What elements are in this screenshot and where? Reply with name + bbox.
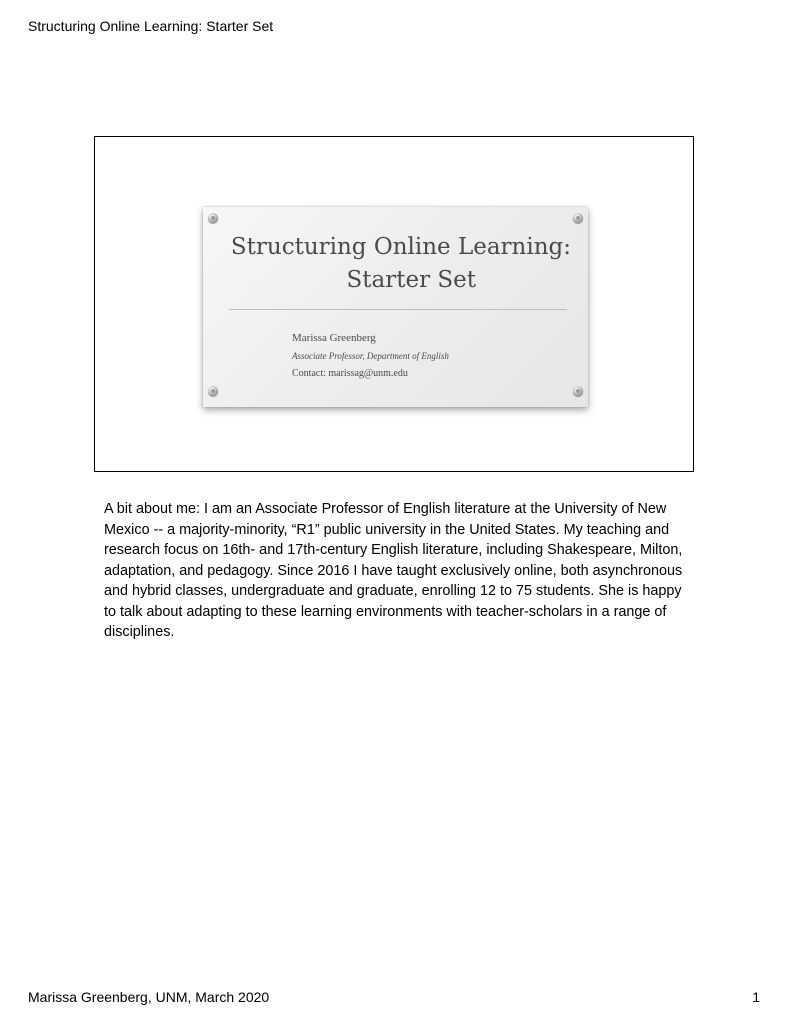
slide-thumbnail-frame <box>94 136 694 472</box>
pushpin-icon <box>208 386 218 396</box>
pushpin-icon <box>573 213 583 223</box>
pushpin-icon <box>208 213 218 223</box>
pushpin-icon <box>573 386 583 396</box>
slide-title <box>203 231 571 297</box>
slide-divider <box>229 309 567 310</box>
slide-title-line-2: Starter Set <box>346 267 476 293</box>
slide-thumbnail <box>203 207 588 407</box>
speaker-notes: A bit about me: I am an Associate Professor of English literature at the University of New Mexico -- a majority-minority, “R1” public university in the United States. My teaching and research focus on 16th- and 17th-century English literature, including Shakespeare, Milton, adaptation, and pedagogy. Since 2016 I have taught exclusively online, both asynchronous and hybrid classes, undergraduate and graduate, enrolling 12 to 75 students. She is happy to talk about adapting to these learning environments with teacher-scholars in a range of disciplines. <box>104 501 683 640</box>
slide-author-info <box>292 329 449 383</box>
page-header-title: Structuring Online Learning: Starter Set <box>28 18 274 34</box>
slide-author-role: Associate Professor, Department of English <box>292 351 449 361</box>
slide-title-line-1: Structuring Online Learning: <box>230 234 571 260</box>
page-footer-credit: Marissa Greenberg, UNM, March 2020 <box>28 989 270 1005</box>
page-number: 1 <box>752 989 760 1005</box>
slide-author-contact: Contact: marissag@unm.edu <box>292 368 408 379</box>
slide-author-name: Marissa Greenberg <box>292 332 376 344</box>
